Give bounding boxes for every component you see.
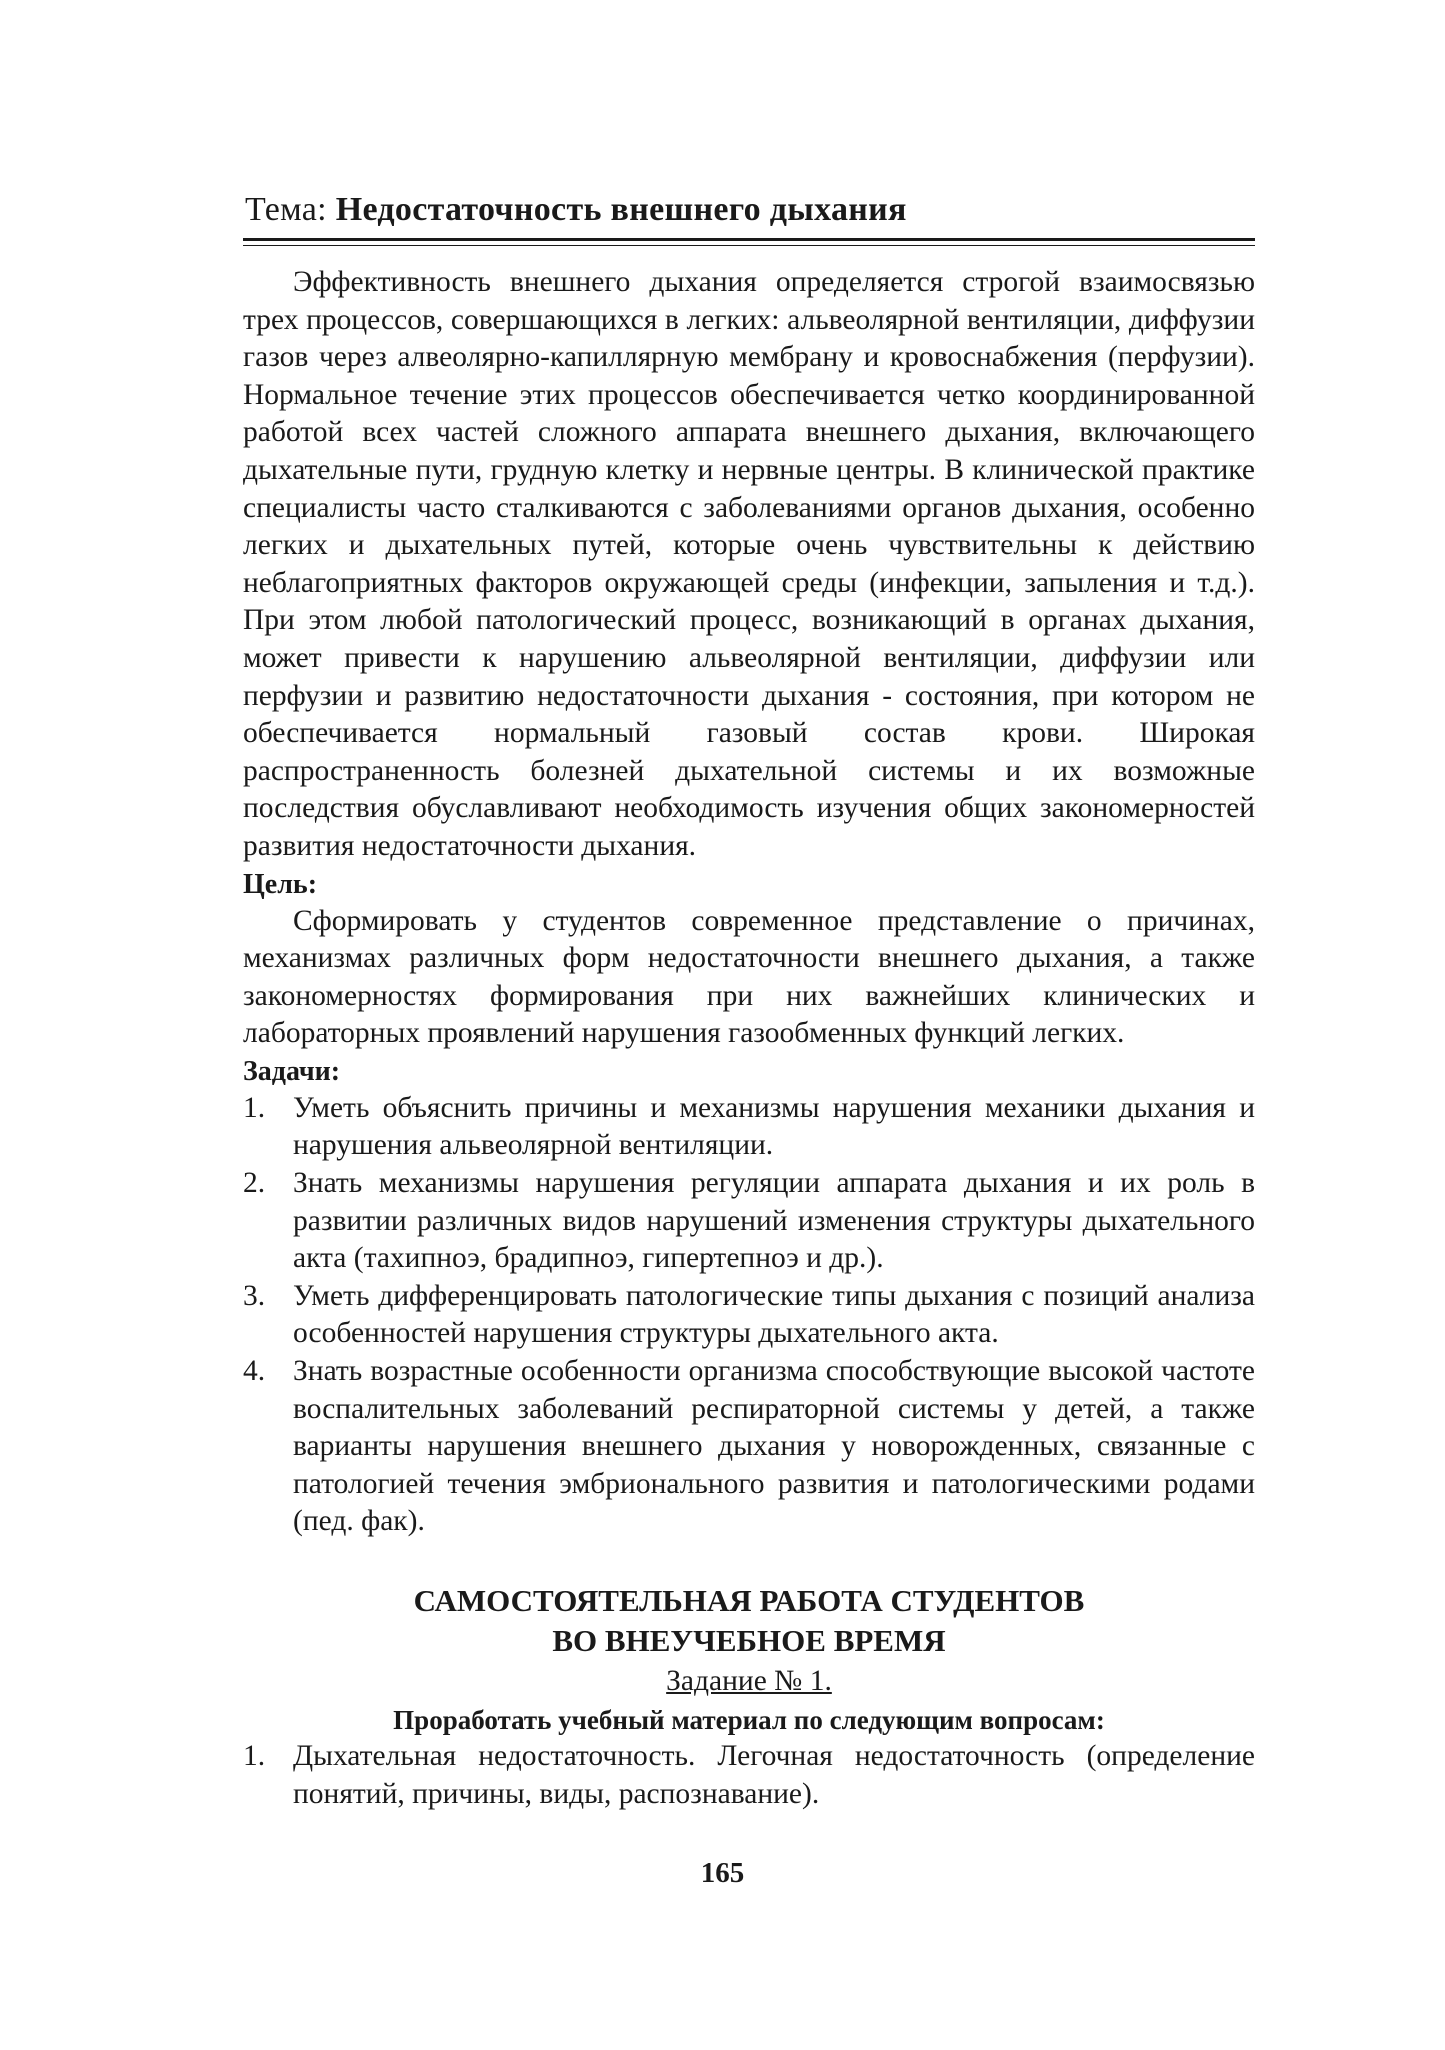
goal-paragraph: Сформировать у студентов современное представление о причинах, механизмах различных форм недостаточности внешнего дыхания, а также закономерностях формирования при них важнейших клинических и лабораторных проявлений нарушения газообменных функций легких. bbox=[243, 904, 1255, 1050]
list-item-number: 2. bbox=[243, 1167, 266, 1200]
list-item bbox=[243, 1738, 1255, 1813]
questions-list bbox=[243, 1738, 1255, 1813]
list-item bbox=[243, 1278, 1255, 1353]
section-heading-line2: ВО ВНЕУЧЕБНОЕ ВРЕМЯ bbox=[552, 1623, 946, 1658]
goal-label: Цель: bbox=[243, 868, 318, 900]
topic-heading bbox=[243, 190, 1255, 230]
list-item-number: 4. bbox=[243, 1355, 266, 1388]
list-item bbox=[243, 1353, 1255, 1541]
section-heading-line1: САМОСТОЯТЕЛЬНАЯ РАБОТА СТУДЕНТОВ bbox=[413, 1583, 1085, 1618]
list-item-text: Уметь дифференцировать патологические типы дыхания с позиций анализа особенностей нарушения структуры дыхательного акта. bbox=[293, 1279, 1255, 1350]
list-item-text: Знать механизмы нарушения регуляции аппарата дыхания и их роль в развитии различных видов нарушений изменения структуры дыхательного акта (тахипноэ, брадипноэ, гипертепноэ и др.). bbox=[293, 1167, 1255, 1275]
list-item bbox=[243, 1090, 1255, 1165]
page-number: 165 bbox=[700, 1857, 745, 1889]
list-item-number: 1. bbox=[243, 1091, 266, 1124]
tasks-label: Задачи: bbox=[243, 1055, 341, 1087]
assignment-title: Задание № 1. bbox=[666, 1665, 832, 1697]
list-item-text: Дыхательная недостаточность. Легочная недостаточность (определение понятий, причины, виды, распознавание). bbox=[293, 1740, 1255, 1810]
assignment-instruction: Проработать учебный материал по следующим вопросам: bbox=[393, 1705, 1105, 1735]
list-item bbox=[243, 1165, 1255, 1278]
list-item-text: Уметь объяснить причины и механизмы нарушения механики дыхания и нарушения альвеолярной вентиляции. bbox=[293, 1091, 1255, 1162]
document-page bbox=[243, 190, 1255, 1813]
list-item-number: 1. bbox=[243, 1740, 266, 1772]
intro-paragraph: Эффективность внешнего дыхания определяется строгой взаимосвязью трех процессов, совершающихся в легких: альвеолярной вентиляции, диффузии газов через алвеолярно-капиллярную мембрану и кровоснабжения (перфузии). Нормальное течение этих процессов обеспечивается четко координированной работой всех частей сложного аппарата внешнего дыхания, включающего дыхательные пути, грудную клетку и нервные центры. В клинической практике специалисты часто сталкиваются с заболеваниями органов дыхания, особенно легких и дыхательных путей, которые очень чувствительны к действию неблагоприятных факторов окружающей среды (инфекции, запыления и т.д.). При этом любой патологический процесс, возникающий в органах дыхания, может привести к нарушению альвеолярной вентиляции, диффузии или перфузии и развитию недостаточности дыхания - состояния, при котором не обеспечивается нормальный газовый состав крови. Широкая распространенность болезней дыхательной системы и их возможные последствия обуславливают необходимость изучения общих закономерностей развития недостаточности дыхания. bbox=[243, 266, 1255, 862]
heading-rule-thin bbox=[243, 245, 1255, 246]
list-item-number: 3. bbox=[243, 1279, 266, 1312]
topic-title: Недостаточность внешнего дыхания bbox=[335, 191, 907, 228]
topic-label: Тема: bbox=[245, 191, 327, 228]
heading-rule-thick bbox=[243, 238, 1255, 241]
list-item-text: Знать возрастные особенности организма способствующие высокой частоте воспалительных заболеваний респираторной системы у детей, а также варианты нарушения внешнего дыхания у новорожденных, связанные с патологией течения эмбрионального развития и патологическими родами (пед. фак). bbox=[293, 1355, 1255, 1538]
tasks-list bbox=[243, 1090, 1255, 1541]
